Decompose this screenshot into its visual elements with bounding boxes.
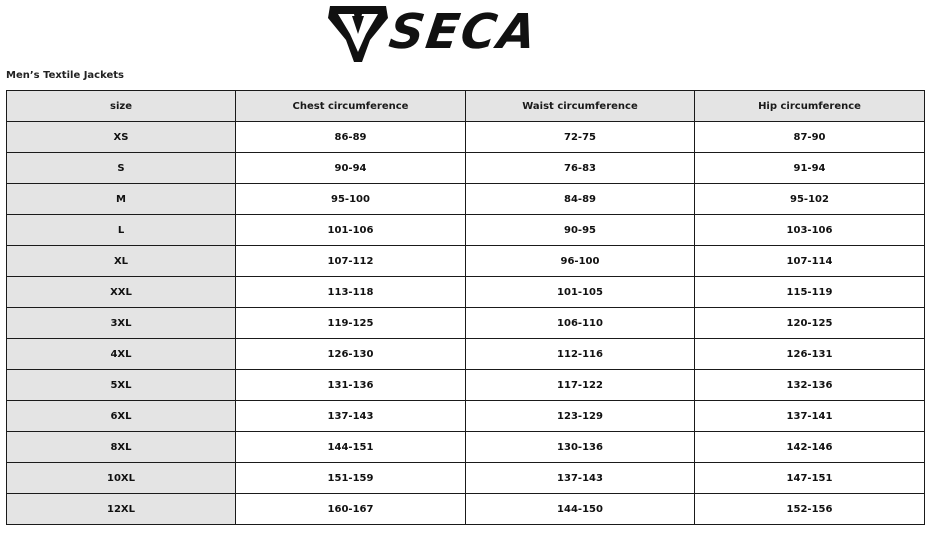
chest-cell: 144-151: [236, 432, 466, 463]
table-row: [7, 122, 925, 153]
svg-text:SECA: SECA: [385, 4, 542, 60]
hip-cell: 103-106: [695, 215, 925, 246]
header-waist: Waist circumference: [466, 91, 695, 122]
hip-cell: 142-146: [695, 432, 925, 463]
waist-cell: 90-95: [466, 215, 695, 246]
waist-cell: 117-122: [466, 370, 695, 401]
header-size: size: [7, 91, 236, 122]
chest-cell: 137-143: [236, 401, 466, 432]
size-cell: 5XL: [7, 370, 236, 401]
seca-logo: [328, 2, 596, 64]
hip-cell: 132-136: [695, 370, 925, 401]
size-cell: XXL: [7, 277, 236, 308]
waist-cell: 106-110: [466, 308, 695, 339]
chest-cell: 126-130: [236, 339, 466, 370]
chest-cell: 95-100: [236, 184, 466, 215]
size-cell: 3XL: [7, 308, 236, 339]
waist-cell: 137-143: [466, 463, 695, 494]
size-cell: L: [7, 215, 236, 246]
waist-cell: 112-116: [466, 339, 695, 370]
size-cell: XL: [7, 246, 236, 277]
hip-cell: 115-119: [695, 277, 925, 308]
chest-cell: 107-112: [236, 246, 466, 277]
table-row: [7, 308, 925, 339]
page-subtitle: Men’s Textile Jackets: [6, 70, 125, 81]
hip-cell: 120-125: [695, 308, 925, 339]
table-row: [7, 339, 925, 370]
chest-cell: 151-159: [236, 463, 466, 494]
chest-cell: 90-94: [236, 153, 466, 184]
waist-cell: 144-150: [466, 494, 695, 525]
size-cell: M: [7, 184, 236, 215]
waist-cell: 84-89: [466, 184, 695, 215]
table-row: [7, 463, 925, 494]
table-row: [7, 432, 925, 463]
chest-cell: 160-167: [236, 494, 466, 525]
hip-cell: 137-141: [695, 401, 925, 432]
waist-cell: 76-83: [466, 153, 695, 184]
table-row: [7, 401, 925, 432]
table-row: [7, 370, 925, 401]
table-row: [7, 277, 925, 308]
hip-cell: 126-131: [695, 339, 925, 370]
size-cell: S: [7, 153, 236, 184]
hip-cell: 87-90: [695, 122, 925, 153]
chest-cell: 113-118: [236, 277, 466, 308]
hip-cell: 91-94: [695, 153, 925, 184]
waist-cell: 96-100: [466, 246, 695, 277]
table-row: [7, 184, 925, 215]
table-row: [7, 153, 925, 184]
chest-cell: 101-106: [236, 215, 466, 246]
hip-cell: 152-156: [695, 494, 925, 525]
table-header-row: [7, 91, 925, 122]
hip-cell: 95-102: [695, 184, 925, 215]
hip-cell: 147-151: [695, 463, 925, 494]
header-hip: Hip circumference: [695, 91, 925, 122]
size-cell: 12XL: [7, 494, 236, 525]
table-row: [7, 215, 925, 246]
header-chest: Chest circumference: [236, 91, 466, 122]
waist-cell: 130-136: [466, 432, 695, 463]
waist-cell: 101-105: [466, 277, 695, 308]
chest-cell: 131-136: [236, 370, 466, 401]
chest-cell: 119-125: [236, 308, 466, 339]
size-cell: 6XL: [7, 401, 236, 432]
size-cell: 10XL: [7, 463, 236, 494]
size-chart-table: [6, 90, 925, 525]
size-cell: 8XL: [7, 432, 236, 463]
waist-cell: 72-75: [466, 122, 695, 153]
size-cell: XS: [7, 122, 236, 153]
size-cell: 4XL: [7, 339, 236, 370]
waist-cell: 123-129: [466, 401, 695, 432]
seca-logo-graphic: [328, 2, 596, 64]
hip-cell: 107-114: [695, 246, 925, 277]
table-row: [7, 246, 925, 277]
table-row: [7, 494, 925, 525]
chest-cell: 86-89: [236, 122, 466, 153]
